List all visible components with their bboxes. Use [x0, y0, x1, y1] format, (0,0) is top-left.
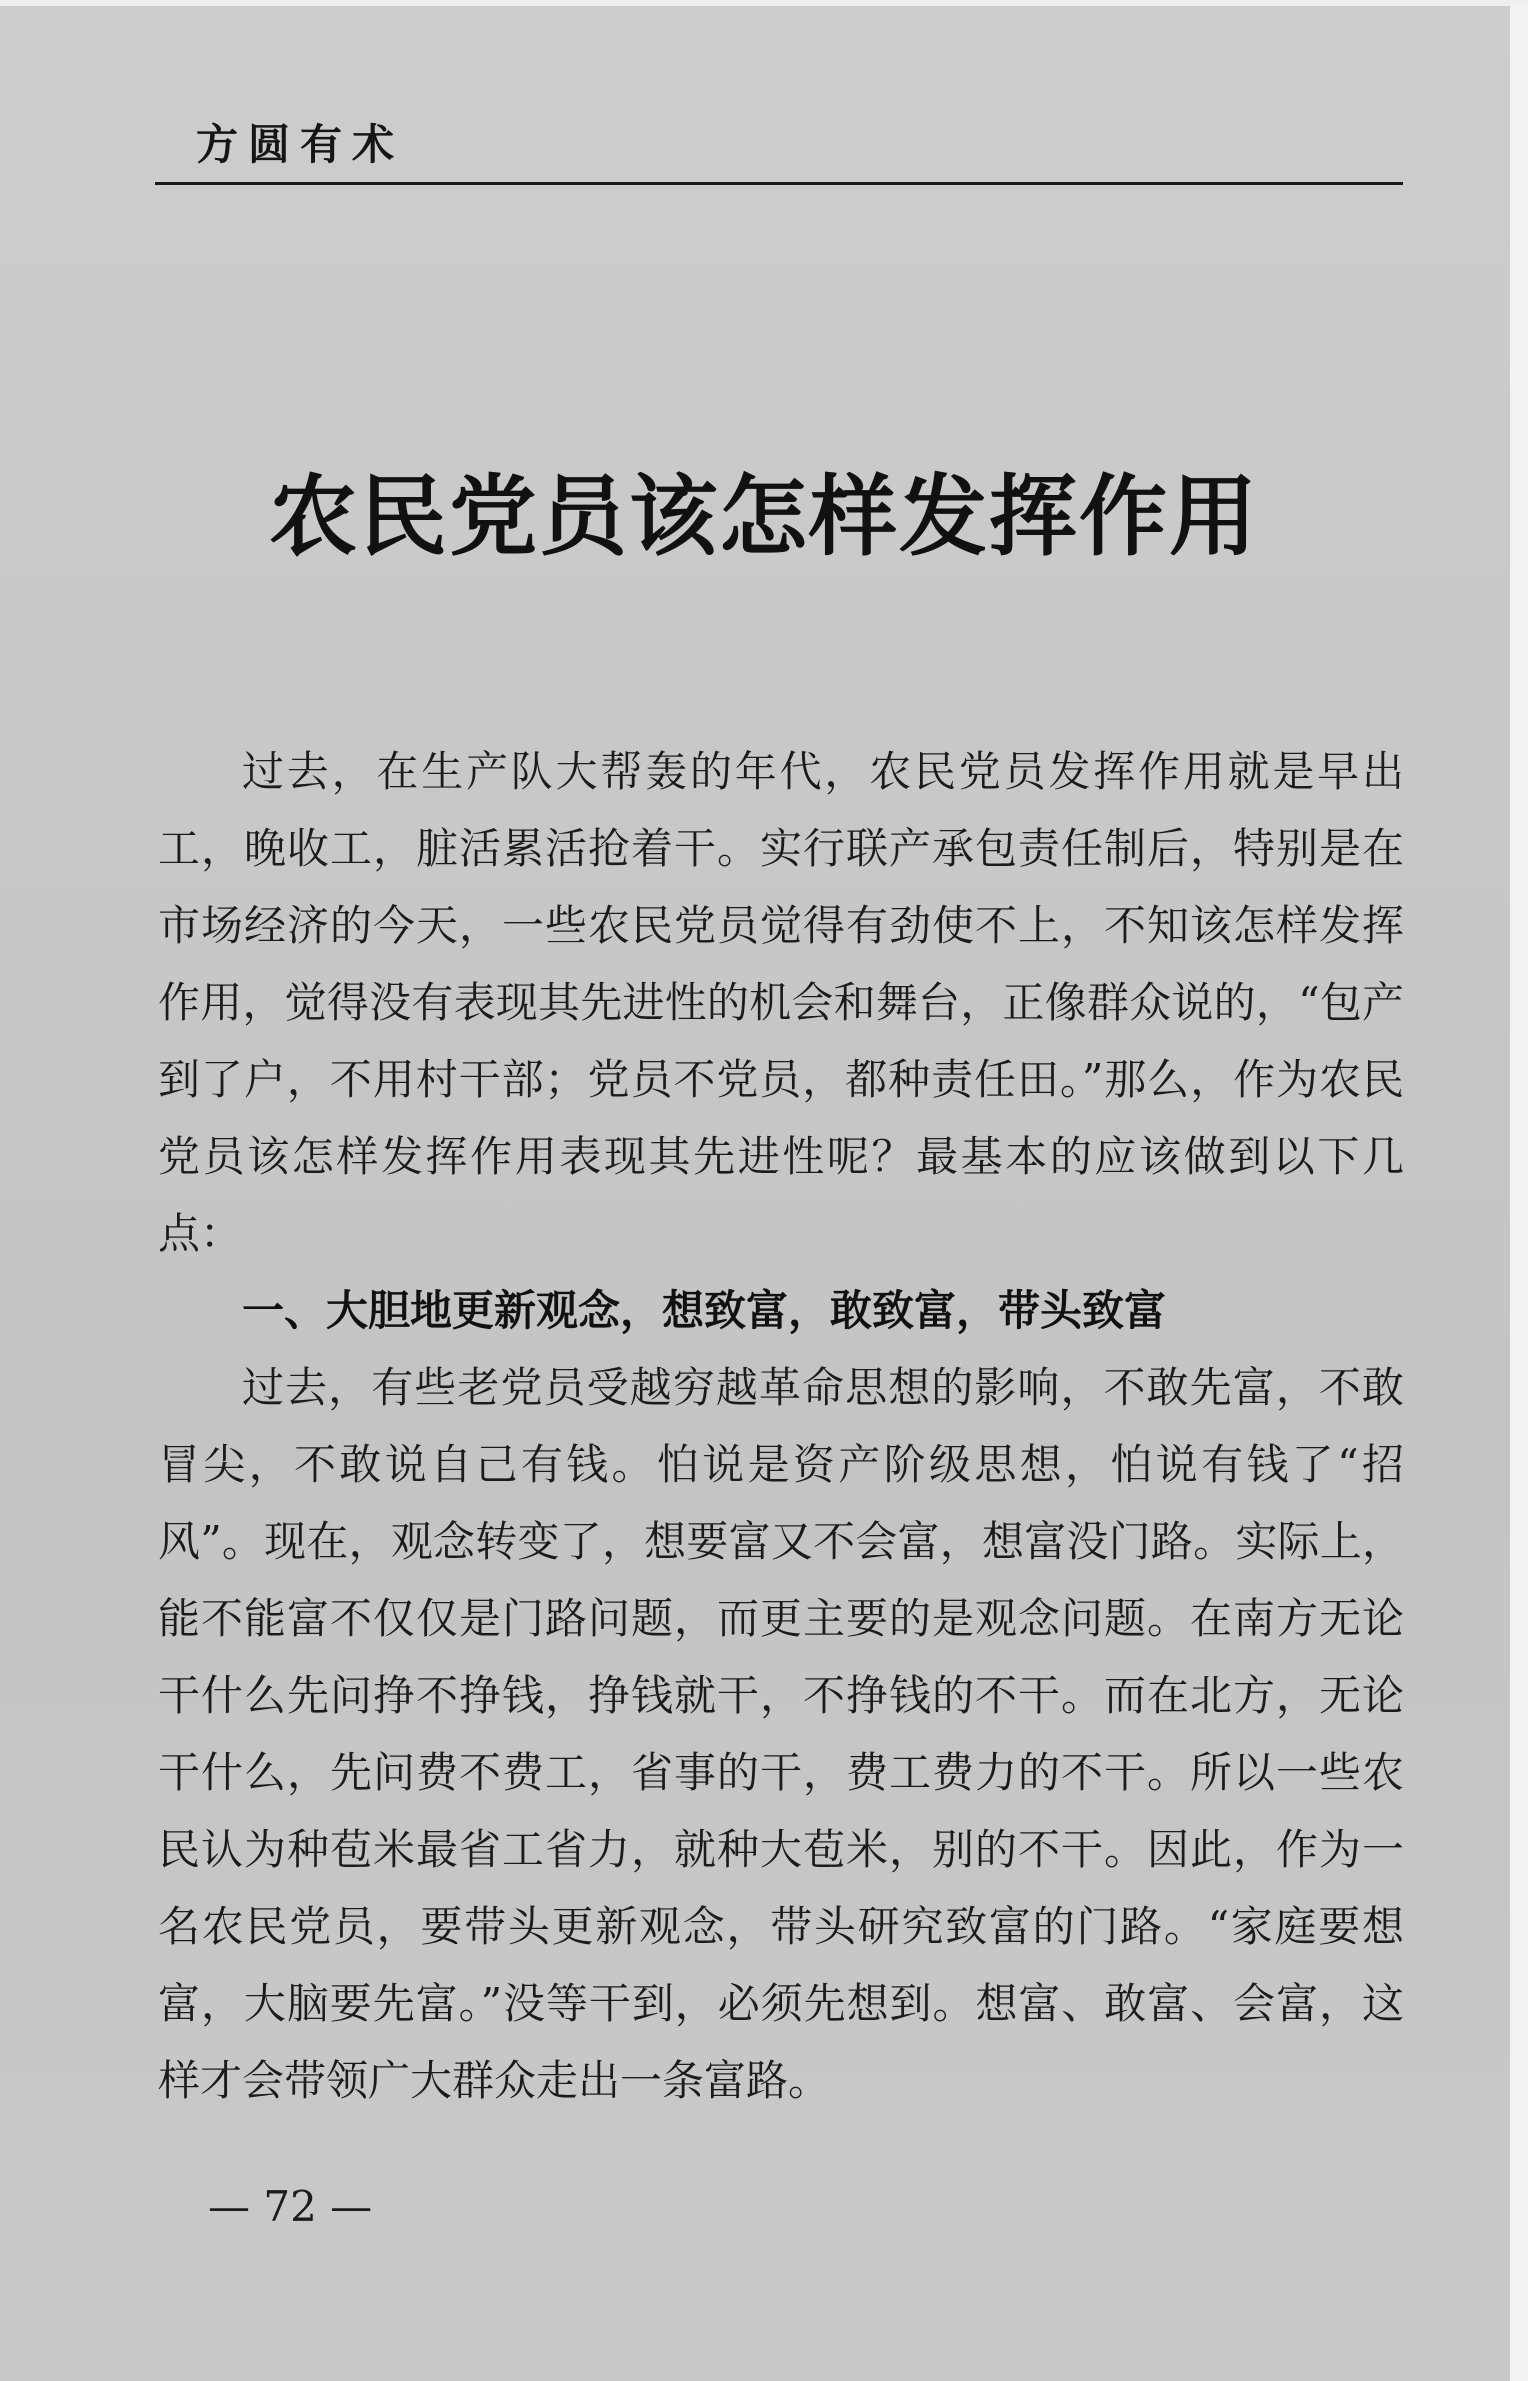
running-header: 方圆有术: [196, 120, 405, 169]
header-rule: [155, 182, 1403, 185]
intro-paragraph: 过去，在生产队大帮轰的年代，农民党员发挥作用就是早出工，晚收工，脏活累活抢着干。实行联产承包责任制后，特别是在市场经济的今天，一些农民党员觉得有劲使不上，不知该怎样发挥作用，觉得没有表现其先进性的机会和舞台，正像群众说的，“包产到了户，不用村干部；党员不党员，都种责任田。”那么，作为农民党员该怎样发挥作用表现其先进性呢？最基本的应该做到以下几点：: [158, 747, 1404, 1258]
article-title: 农民党员该怎样发挥作用: [268, 463, 1259, 568]
body-paragraph: 过去，有些老党员受越穷越革命思想的影响，不敢先富，不敢冒尖，不敢说自己有钱。怕说是资产阶级思想，怕说有钱了“招风”。现在，观念转变了，想要富又不会富，想富没门路。实际上，能不能富不仅仅是门路问题，而更主要的是观念问题。在南方无论干什么先问挣不挣钱，挣钱就干，不挣钱的不干。而在北方，无论干什么，先问费不费工，省事的干，费工费力的不干。所以一些农民认为种苞米最省工省力，就种大苞米，别的不干。因此，作为一名农民党员，要带头更新观念，带头研究致富的门路。“家庭要想富，大脑要先富。”没等干到，必须先想到。想富、敢富、会富，这样才会带领广大群众走出一条富路。: [158, 1363, 1404, 2105]
page-number: — 72 —: [208, 2182, 373, 2231]
article-body: [158, 733, 1404, 2119]
section-heading: 一、大胆地更新观念，想致富，敢致富，带头致富: [242, 1286, 1167, 1335]
